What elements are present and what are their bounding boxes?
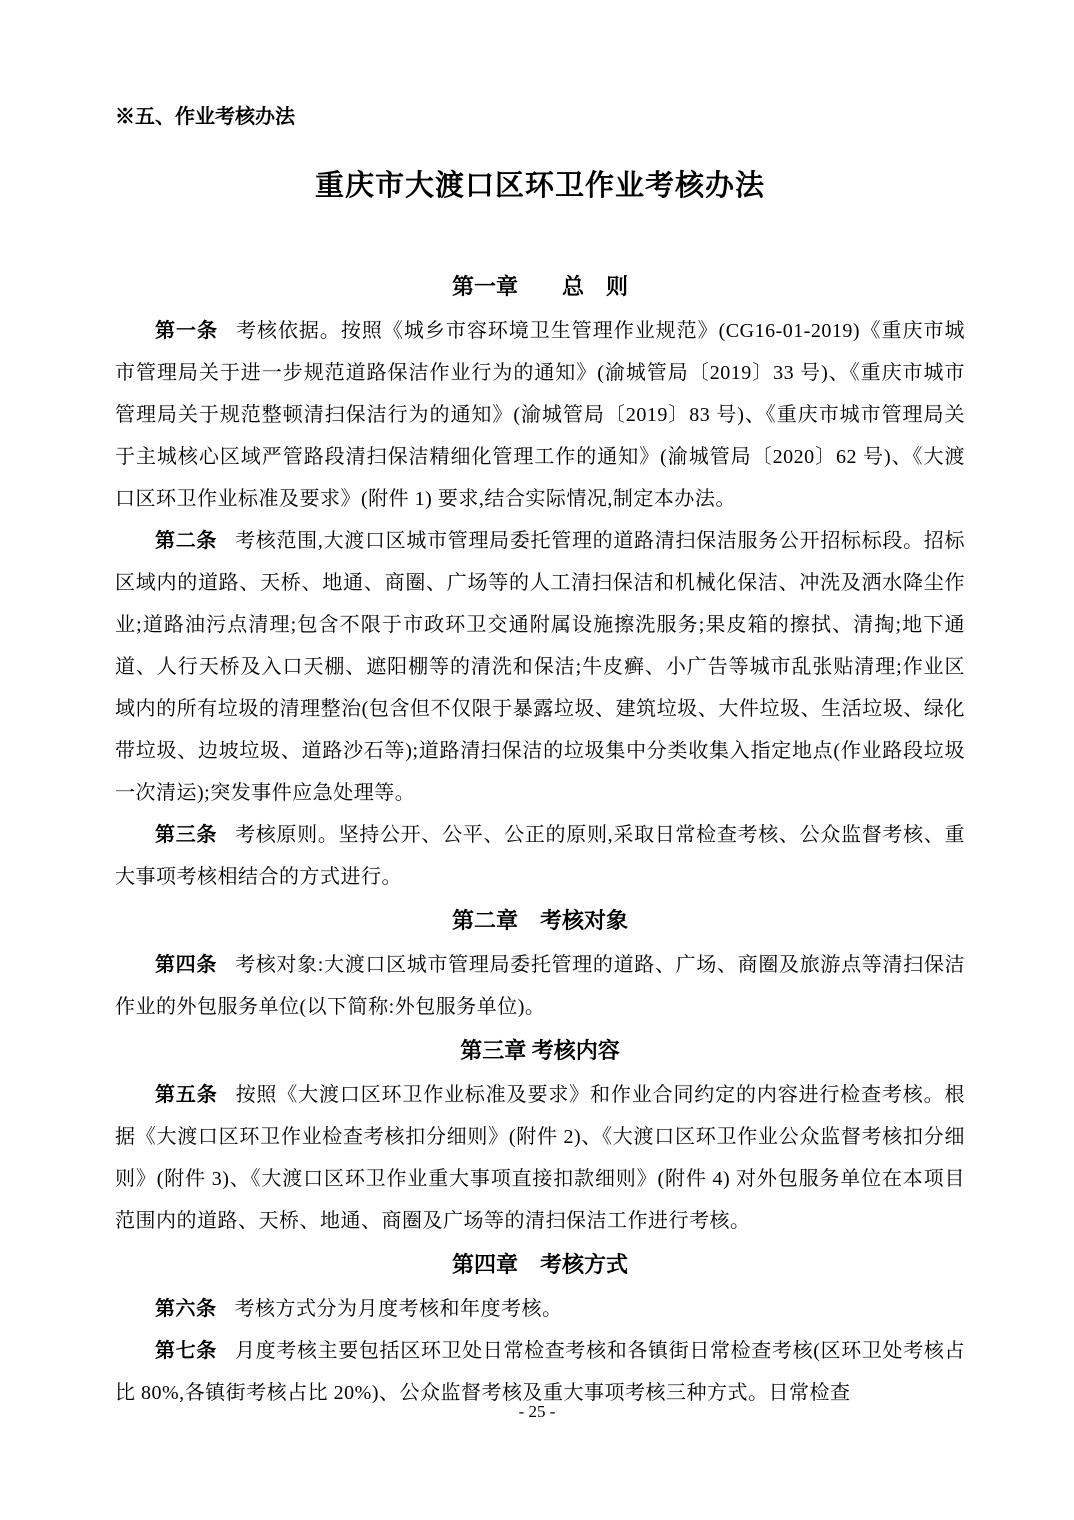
article-label-3: 第三条 — [155, 824, 218, 846]
article-text-6: 考核方式分为月度考核和年度考核。 — [234, 1298, 563, 1320]
chapter-heading-assessment-target: 第二章 考核对象 — [451, 908, 628, 933]
article-text-2: 考核范围,大渡口区城市管理局委托管理的道路清扫保洁服务公开招标标段。招标区域内的道路、天桥、地通、商圈、广场等的人工清扫保洁和机械化保洁、冲洗及洒水降尘作业;道路油污点清理;包含不限于市政环卫交通附属设施擦洗服务;果皮箱的擦拭、清掏;地下通道、人行天桥及入口天棚、遮阳棚等的清洗和保洁;牛皮癣、小广告等城市乱张贴清理;作业区域内的所有垃圾的清理整治(包含但不仅限于暴露垃圾、建筑垃圾、大件垃圾、生活垃圾、绿化带垃圾、边坡垃圾、道路沙石等);道路清扫保洁的垃圾集中分类收集入指定地点(作业路段垃圾一次清运);突发事件应急处理等。 — [115, 530, 966, 804]
article-label-2: 第二条 — [155, 530, 218, 552]
page-number: - 25 - — [518, 1402, 556, 1421]
chapter-heading-general: 第一章 总 则 — [451, 274, 628, 299]
chapter-heading-assessment-content: 第三章 考核内容 — [460, 1038, 620, 1063]
article-text-1: 考核依据。按照《城乡市容环境卫生管理作业规范》(CG16-01-2019)《重庆市城市管理局关于进一步规范道路保洁作业行为的通知》(渝城管局〔2019〕33 号)、《重庆市城市管理局关于规范整顿清扫保洁行为的通知》(渝城管局〔2019〕83 号)、《重庆市城市管理局关于主城核心区域严管路段清扫保洁精细化管理工作的通知》(渝城管局〔2020〕62 号)、《大渡口区环卫作业标准及要求》(附件 1) 要求,结合实际情况,制定本办法。 — [115, 320, 965, 510]
article-label-1: 第一条 — [155, 320, 218, 342]
article-paragraph-3 — [115, 814, 965, 898]
chapter-heading-assessment-method: 第四章 考核方式 — [451, 1252, 628, 1277]
article-label-4: 第四条 — [155, 954, 218, 976]
article-text-4: 考核对象:大渡口区城市管理局委托管理的道路、广场、商圈及旅游点等清扫保洁作业的外包服务单位(以下简称:外包服务单位)。 — [115, 954, 966, 1018]
article-paragraph-4 — [115, 944, 965, 1028]
section-note: ※五、作业考核办法 — [115, 106, 295, 128]
article-paragraph-5 — [115, 1074, 965, 1242]
article-text-5: 按照《大渡口区环卫作业标准及要求》和作业合同约定的内容进行检查考核。根据《大渡口区环卫作业检查考核扣分细则》(附件 2)、《大渡口区环卫作业公众监督考核扣分细则》(附件 3)、《大渡口区环卫作业重大事项直接扣款细则》(附件 4) 对外包服务单位在本项目范围内的道路、天桥、地通、商圈及广场等的清扫保洁工作进行考核。 — [115, 1084, 966, 1232]
article-text-3: 考核原则。坚持公开、公平、公正的原则,采取日常检查考核、公众监督考核、重大事项考核相结合的方式进行。 — [115, 824, 966, 888]
article-text-7: 月度考核主要包括区环卫处日常检查考核和各镇街日常检查考核(区环卫处考核占比 80%,各镇街考核占比 20%)、公众监督考核及重大事项考核三种方式。日常检查 — [115, 1340, 965, 1404]
article-label-7: 第七条 — [155, 1340, 217, 1362]
article-label-6: 第六条 — [155, 1298, 217, 1320]
article-paragraph-1 — [115, 310, 965, 520]
article-paragraph-6 — [115, 1288, 965, 1330]
article-label-5: 第五条 — [155, 1084, 218, 1106]
article-paragraph-2 — [115, 520, 965, 814]
document-title: 重庆市大渡口区环卫作业考核办法 — [314, 170, 765, 202]
